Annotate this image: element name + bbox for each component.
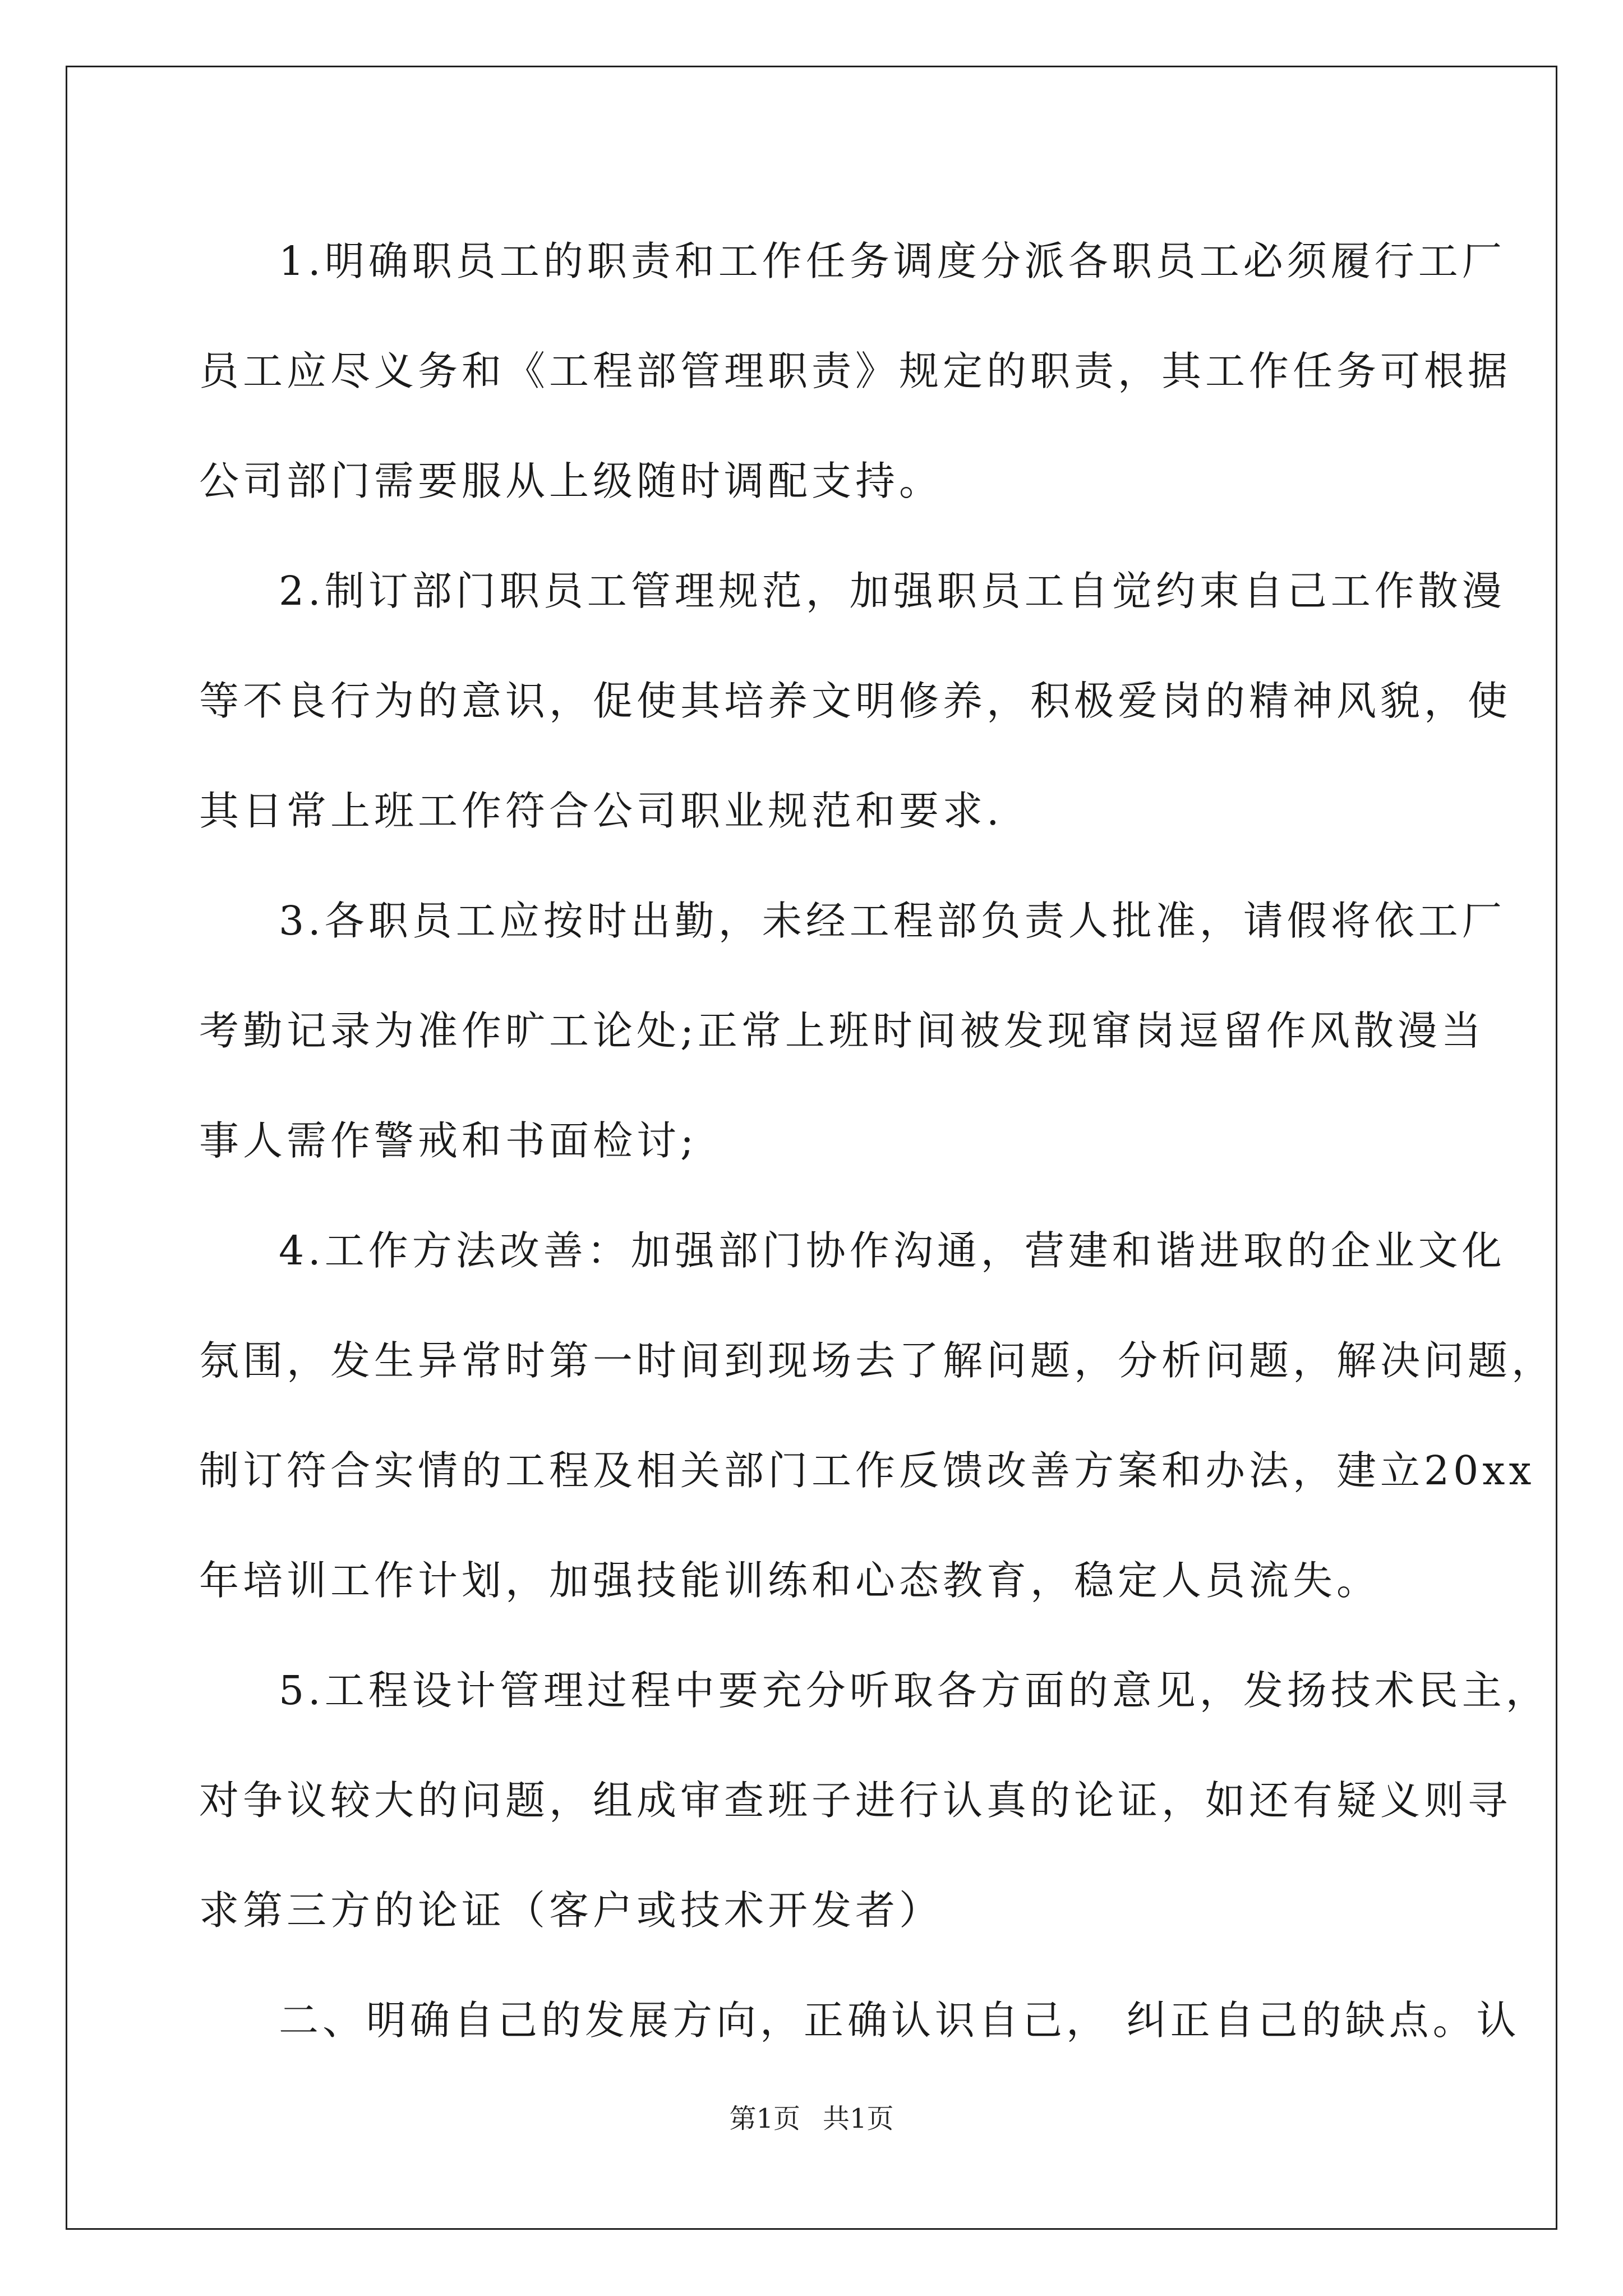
paragraph-4 [199, 1196, 1556, 1636]
text-line: 年培训工作计划，加强技能训练和心态教育，稳定人员流失。 [199, 1557, 1381, 1604]
text-line: 公司部门需要服从上级随时调配支持。 [199, 458, 943, 504]
text-line: 其日常上班工作符合公司职业规范和要求. [199, 788, 1003, 834]
text-line: 制订符合实情的工程及相关部门工作反馈改善方案和办法，建立20xx [199, 1447, 1536, 1494]
text-line: 3.各职员工应按时出勤，未经工程部负责人批准，请假将依工厂 [279, 898, 1506, 944]
text-line: 事人需作警戒和书面检讨; [199, 1117, 698, 1164]
text-line: 2.制订部门职员工管理规范，加强职员工自觉约束自己工作散漫 [279, 568, 1506, 614]
paragraph-2 [199, 536, 1512, 866]
text-line: 等不良行为的意识，促使其培养文明修养，积极爱岗的精神风貌，使 [199, 678, 1512, 724]
text-line: 氛围，发生异常时第一时间到现场去了解问题，分析问题，解决问题， [199, 1337, 1556, 1384]
text-line: 员工应尽义务和《工程部管理职责》规定的职责，其工作任务可根据 [199, 348, 1512, 394]
text-line: 1.明确职员工的职责和工作任务调度分派各职员工必须履行工厂 [279, 238, 1506, 284]
text-line: 对争议较大的问题，组成审查班子进行认真的论证，如还有疑义则寻 [199, 1777, 1512, 1824]
page-footer [0, 2097, 1623, 2136]
page-number-total: 共1页 [823, 2103, 894, 2134]
text-line: 4.工作方法改善：加强部门协作沟通，营建和谐进取的企业文化 [279, 1227, 1506, 1274]
text-line: 二、明确自己的发展方向，正确认识自己， 纠正自己的缺点。认 [279, 1997, 1520, 2044]
paragraph-3 [199, 866, 1506, 1196]
paragraph-1 [199, 206, 1512, 536]
text-line: 求第三方的论证（客户或技术开发者） [199, 1887, 943, 1934]
document-body [199, 206, 1556, 2076]
page-number-current: 第1页 [729, 2103, 800, 2134]
paragraph-5 [199, 1636, 1550, 1966]
text-line: 考勤记录为准作旷工论处;正常上班时间被发现窜岗逗留作风散漫当 [199, 1007, 1485, 1054]
text-line: 5.工程设计管理过程中要充分听取各方面的意见，发扬技术民主， [279, 1667, 1550, 1714]
paragraph-6 [199, 1966, 1520, 2076]
